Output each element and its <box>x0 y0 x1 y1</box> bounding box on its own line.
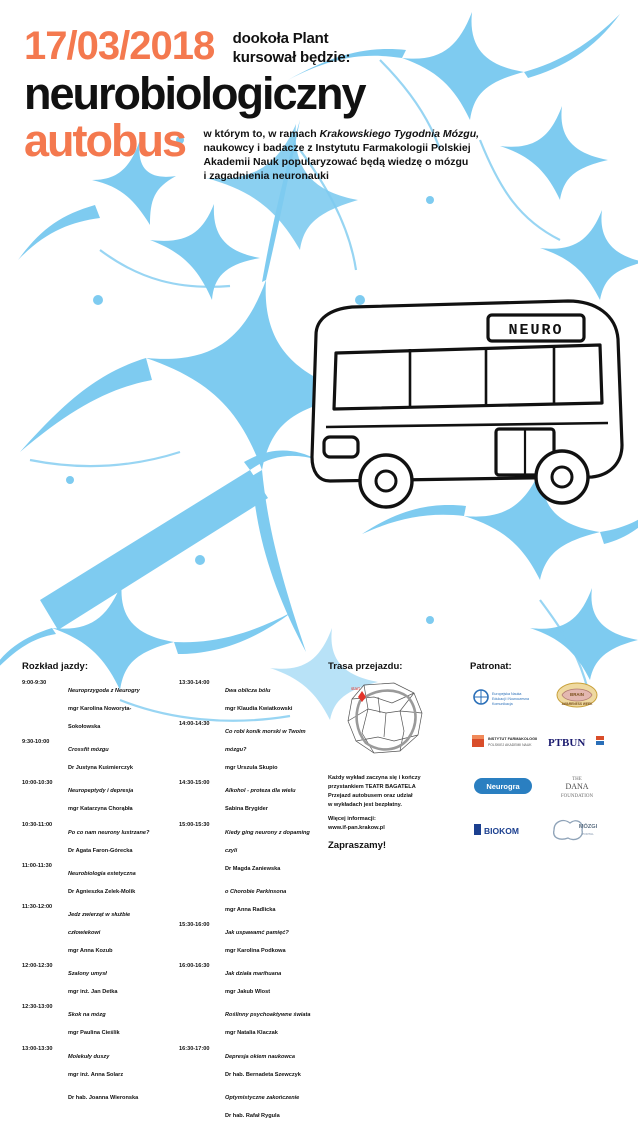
schedule-time: 16:00-16:30 <box>179 963 210 970</box>
schedule-topic: Neurobiologia estetyczna <box>68 870 136 877</box>
invitation-text: Zapraszamy! <box>328 839 387 851</box>
schedule-speaker: mgr Katarzyna Chorąbła <box>68 806 133 813</box>
schedule-topic: Optymistyczne zakończenie <box>225 1094 300 1101</box>
kicker-line-1: dookoła Plant <box>232 30 329 47</box>
schedule-topic: o Chorobie Parkinsona <box>225 888 287 895</box>
schedule-time: 14:30-15:00 <box>179 780 210 787</box>
schedule-speaker: mgr Karolina Noworyta-Sokołowska <box>68 706 132 730</box>
schedule-time: 10:00-10:30 <box>22 780 53 787</box>
patron-logo <box>470 767 536 805</box>
schedule-speaker: mgr inż. Anna Solarz <box>68 1071 124 1078</box>
schedule-speaker: mgr Klaudia Kwiatkowski <box>225 706 293 712</box>
schedule-item <box>22 779 165 815</box>
schedule-topic: Alkohol - proteza dla wielu <box>225 788 296 795</box>
patron-logo <box>470 811 536 849</box>
schedule-speaker: mgr Paulina Cieślik <box>68 1030 120 1037</box>
patron-logo <box>470 679 536 717</box>
patron-logo <box>544 811 610 849</box>
schedule-time: 14:00-14:30 <box>179 721 210 728</box>
schedule-item <box>179 679 322 715</box>
schedule-time: 11:00-11:30 <box>22 862 52 869</box>
route-info-label: Więcej informacji: <box>328 815 376 822</box>
route-title: Trasa przejazdu: <box>328 661 403 672</box>
svg-text:DANA: DANA <box>565 782 589 791</box>
schedule-time: 15:00-15:30 <box>179 821 210 828</box>
schedule-topic: Jedz zwierząt w służbie człowiekowi <box>68 911 131 936</box>
schedule-speaker: Dr Justyna Kuśmierczyk <box>68 765 133 772</box>
svg-text:FOUNDATION: FOUNDATION <box>560 794 594 799</box>
patron-logo <box>544 723 610 761</box>
patron-logo <box>544 767 610 805</box>
event-date: 17/03/2018 <box>24 24 215 68</box>
schedule-item <box>22 821 165 857</box>
schedule-speaker: Dr Magda Zaniewska <box>225 865 281 872</box>
schedule-item <box>179 1086 322 1122</box>
schedule-time: 11:30-12:00 <box>22 903 53 910</box>
schedule-column-right <box>179 679 322 1127</box>
route-note-1: Każdy wykład zaczyna się i kończy <box>328 775 421 781</box>
schedule-speaker: Dr Agata Faron-Górecka <box>68 847 133 854</box>
schedule-time: 9:00-9:30 <box>22 680 47 686</box>
schedule-item <box>179 779 322 815</box>
kicker-line-2: kursował będzie: <box>232 48 351 66</box>
bus-illustration <box>300 295 630 525</box>
schedule-speaker: mgr Anna Radlicka <box>225 906 276 913</box>
schedule-item <box>22 1045 165 1081</box>
schedule-item <box>179 962 322 998</box>
svg-text:MÓZGI: MÓZGI <box>578 824 598 830</box>
poster-description <box>203 117 521 184</box>
header-kicker <box>233 26 351 68</box>
svg-text:Komunikacja: Komunikacja <box>492 702 513 706</box>
schedule-speaker: mgr Natalia Klaczak <box>225 1030 278 1037</box>
schedule-time: 15:30-16:00 <box>179 921 210 928</box>
schedule-speaker: mgr Urszula Skupio <box>225 765 278 772</box>
patron-logo <box>544 679 610 717</box>
schedule-topic: Roślinny psychoaktywne świata <box>225 1012 311 1019</box>
route-note-4: w wykładach jest bezpłatny. <box>328 801 402 808</box>
svg-text:BIOKOM: BIOKOM <box>484 826 519 836</box>
svg-text:BRAIN: BRAIN <box>570 692 584 697</box>
route-section <box>328 661 458 851</box>
schedule-topic: Co robi konik morski w Twoim mózgu? <box>225 729 306 754</box>
poster-title-main: neurobiologiczny <box>24 67 365 119</box>
schedule-item <box>22 962 165 998</box>
schedule-topic: Dwa oblicza bólu <box>225 688 271 694</box>
schedule-speaker: Dr hab. Bernadeta Szewczyk <box>225 1071 301 1078</box>
description-italic: Krakowskiego Tygodnia Mózgu, <box>319 127 480 140</box>
schedule-speaker: Sabina Brygider <box>225 806 268 813</box>
description-line-4: i zagadnienia neuronauki <box>203 170 329 183</box>
schedule-speaker: Dr hab. Rafał Rygula <box>225 1112 280 1119</box>
schedule-topic: Crossfit mózgu <box>68 747 109 754</box>
route-start-label: start <box>351 686 360 691</box>
schedule-speaker: mgr inż. Jan Detka <box>68 989 118 996</box>
svg-text:POLSKIEJ AKADEMII NAUK: POLSKIEJ AKADEMII NAUK <box>488 743 532 747</box>
route-map <box>334 679 458 766</box>
schedule-item <box>22 1003 165 1039</box>
schedule-time: 9:30-10:00 <box>22 739 50 746</box>
schedule-time: 12:00-12:30 <box>22 963 53 970</box>
schedule-item <box>22 903 165 957</box>
schedule-item <box>22 679 165 733</box>
schedule-topic: Neuropeptydy i depresja <box>68 788 134 795</box>
schedule-time: 13:30-14:00 <box>179 680 210 686</box>
patrons-section <box>470 661 620 849</box>
schedule-item <box>22 1086 165 1104</box>
schedule-time: 10:30-11:00 <box>22 821 53 828</box>
route-note-2: przystankiem TEATR BAGATELA <box>328 783 416 790</box>
schedule-item <box>179 1045 322 1081</box>
description-line-3: Akademii Nauk popularyzować będą wiedzę o mózgu <box>203 156 469 169</box>
schedule-topic: Kiedy ging neurony z dopaming czyli <box>225 829 310 854</box>
description-line-2: naukowcy i badacze z Instytutu Farmakologii Polskiej <box>203 141 471 154</box>
schedule-topic: Neuroprzygoda z Neurogry <box>68 688 140 694</box>
schedule-speaker: mgr Anna Kozub <box>68 947 113 954</box>
schedule-title: Rozkład jazdy: <box>22 661 88 672</box>
schedule-topic: Jak uspawamć pamięć? <box>225 929 289 936</box>
patrons-title: Patronat: <box>470 661 512 672</box>
schedule-speaker: mgr Karolina Podkowa <box>225 947 286 954</box>
schedule-item <box>179 1003 322 1039</box>
svg-text:PORTAL: PORTAL <box>582 832 594 836</box>
svg-text:AWARENESS WEEK: AWARENESS WEEK <box>561 702 593 706</box>
description-line-1: w którym to, w ramach <box>203 127 320 140</box>
svg-text:Edukacji i Nowoczesna: Edukacji i Nowoczesna <box>492 697 529 701</box>
schedule-time: 13:00-13:30 <box>22 1045 53 1052</box>
schedule-section <box>22 661 322 1127</box>
bus-destination-sign: NEURO <box>508 322 564 339</box>
schedule-item <box>179 720 322 774</box>
schedule-time: 16:30-17:00 <box>179 1045 210 1052</box>
schedule-topic: Skok na mózg <box>68 1012 106 1019</box>
schedule-topic: Szalony umysł <box>68 971 107 978</box>
svg-text:INSTYTUT FARMAKOLOGII: INSTYTUT FARMAKOLOGII <box>488 737 538 741</box>
route-info-url[interactable]: www.if-pan.krakow.pl <box>328 824 385 831</box>
schedule-speaker: mgr Jakub Wlost <box>225 989 271 996</box>
schedule-item <box>22 738 165 774</box>
svg-text:THE: THE <box>572 777 582 782</box>
schedule-topic: Molekuły duszy <box>68 1053 110 1060</box>
schedule-topic: Po co nam neurony lustrzane? <box>68 829 150 836</box>
patron-logo <box>470 723 536 761</box>
schedule-item <box>179 821 322 875</box>
schedule-item <box>179 880 322 916</box>
svg-text:PTBUN: PTBUN <box>548 737 586 749</box>
poster-footer <box>0 655 638 1119</box>
route-note-3: Przejazd autobusem oraz udział <box>328 792 413 799</box>
schedule-column-left <box>22 679 165 1127</box>
schedule-item <box>179 921 322 957</box>
schedule-time: 12:30-13:00 <box>22 1004 53 1011</box>
poster-header <box>24 26 620 183</box>
schedule-speaker: Dr hab. Joanna Wieronska <box>68 1094 139 1101</box>
schedule-speaker: Dr Agnieszka Zelek-Molik <box>68 888 136 895</box>
poster-title-accent: autobus <box>24 114 185 166</box>
patron-label: Europejska Nauka <box>492 692 522 696</box>
schedule-topic: Jak działa marihuana <box>225 971 282 978</box>
schedule-item <box>22 862 165 898</box>
schedule-topic: Depresja okiem naukowca <box>225 1053 295 1060</box>
svg-text:Neurogra: Neurogra <box>486 782 520 791</box>
route-notes <box>328 774 458 833</box>
